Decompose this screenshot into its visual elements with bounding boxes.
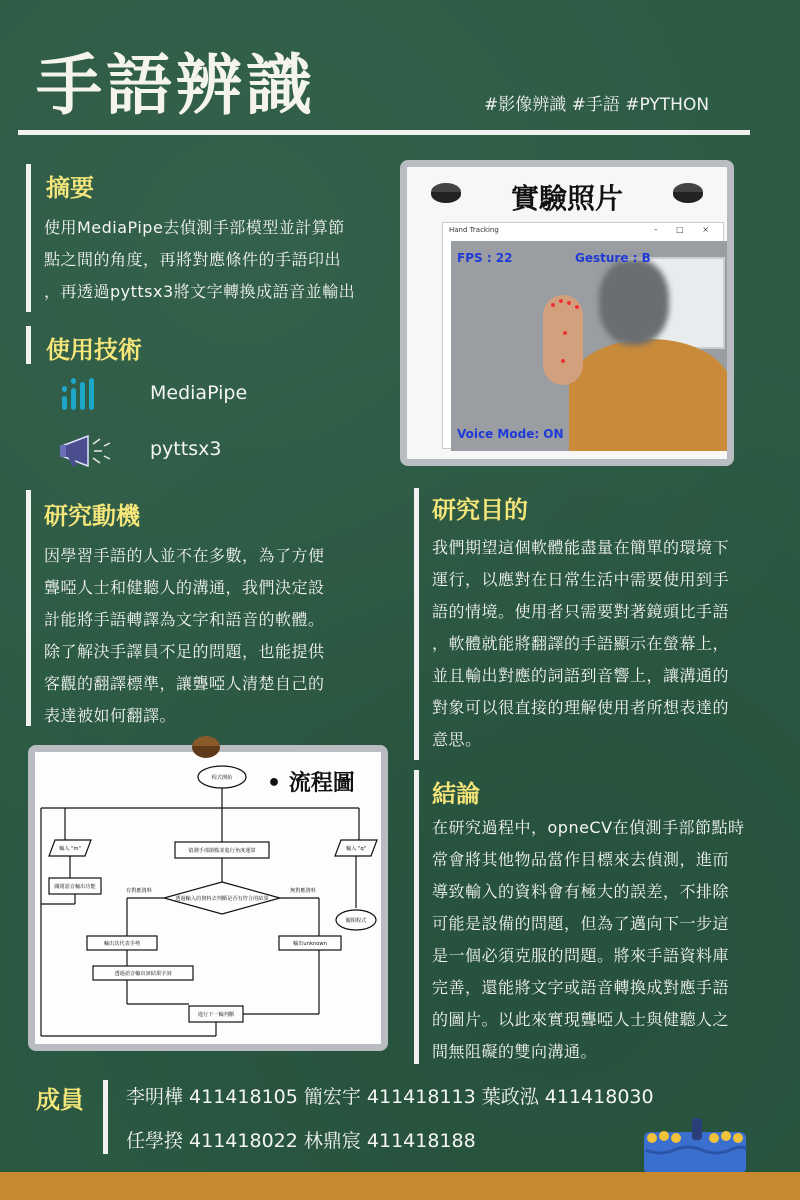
purpose-line: ，軟體就能將翻譯的手語顯示在螢幕上， [432, 634, 730, 653]
window-titlebar [443, 223, 723, 237]
abstract-line: 使用MediaPipe去偵測手部模型並計算節 [44, 218, 345, 237]
flow-node-unknown: 輸出unknown [293, 941, 327, 947]
voice-mode-label: Voice Mode: ON [457, 427, 564, 441]
conclusion-heading: 結論 [432, 780, 480, 808]
conclusion-line: 間無阻礙的雙向溝通。 [432, 1042, 598, 1061]
abstract-line: 點之間的角度，再將對應條件的手語印出 [44, 250, 342, 269]
landmark-dot [575, 305, 579, 309]
abstract-line: ，再透過pyttsx3將文字轉換成語音並輸出 [44, 282, 356, 301]
conclusion-line: 的圖片。以此來實現聾啞人士與健聽人之 [432, 1010, 730, 1029]
flow-node-input-m: 輸入 "m" [59, 846, 81, 852]
abstract-heading: 摘要 [46, 174, 94, 202]
tech-heading: 使用技術 [46, 336, 142, 364]
purpose-section-bar [414, 488, 419, 760]
motivation-line: 除了解決手譯員不足的問題，也能提供 [44, 642, 325, 661]
conclusion-line: 在研究過程中，opneCV在偵測手部節點時 [432, 818, 745, 837]
purpose-line: 我們期望這個軟體能盡量在簡單的環境下 [432, 538, 730, 557]
purpose-line: 對象可以很直接的理解使用者所想表達的 [432, 698, 730, 717]
members-divider [103, 1080, 108, 1154]
flow-node-detect: 偵測手部節點並進行角度運算 [188, 848, 256, 854]
flow-node-exit: 關閉程式 [345, 918, 367, 924]
motivation-line: 因學習手語的人並不在多數，為了方便 [44, 546, 325, 565]
landmark-dot [563, 331, 567, 335]
motivation-line: 表達被如何翻譯。 [44, 706, 177, 725]
megaphone-icon [58, 432, 116, 474]
flow-node-close-voice: 關閉語音輸出功能 [54, 884, 96, 890]
flow-node-next: 進行下一輪判斷 [197, 1012, 235, 1018]
landmark-dot [561, 359, 565, 363]
fps-label: FPS : 22 [457, 251, 513, 265]
members-heading: 成員 [36, 1086, 84, 1114]
purpose-line: 意思。 [432, 730, 482, 749]
camera-feed [451, 241, 727, 451]
hand-tracking-window [442, 222, 724, 449]
experiment-photo-frame [400, 160, 734, 466]
page-title: 手語辨識 [36, 46, 316, 124]
flowchart-title: • 流程圖 [267, 771, 355, 796]
conclusion-line: 完善，還能將文字或語音轉換成對應手語 [432, 978, 730, 997]
abstract-text [44, 212, 355, 308]
tech-label-mediapipe: MediaPipe [150, 382, 248, 404]
members-line-1: 李明樺 411418105 簡宏宇 411418113 葉政泓 411418030 [126, 1086, 654, 1108]
person-body [569, 339, 727, 451]
motivation-section-bar [26, 490, 31, 726]
window-controls: – □ × [653, 225, 717, 234]
flow-label-has-data: 有對應資料 [126, 888, 152, 894]
landmark-dot [551, 303, 555, 307]
flow-node-speak: 透過語音輸出該結果字詞 [114, 971, 172, 977]
title-divider [18, 130, 750, 135]
purpose-line: 運行，以應對在日常生活中需要使用到手 [432, 570, 730, 589]
flowchart-frame [28, 745, 388, 1051]
purpose-text [432, 532, 729, 756]
abstract-section-bar [26, 164, 31, 312]
photo-title: 實驗照片 [510, 182, 623, 215]
members-line-2: 任學揆 411418022 林鼎宸 411418188 [126, 1130, 476, 1152]
hashtag-line: #影像辨識 #手語 #PYTHON [484, 95, 710, 115]
flow-label-no-data: 無對應資料 [290, 888, 316, 894]
conclusion-line: 常會將其他物品當作目標來去偵測，進而 [432, 850, 730, 869]
landmark-dot [567, 301, 571, 305]
flow-node-start: 程式開始 [211, 775, 233, 781]
landmark-dot [559, 299, 563, 303]
motivation-heading: 研究動機 [44, 502, 140, 530]
person-head-blurred [599, 259, 669, 345]
purpose-heading: 研究目的 [432, 496, 528, 524]
flow-node-decision: 透過輸入的資料去判斷是否有符合的結果 [175, 896, 269, 902]
conclusion-text [432, 812, 745, 1068]
purpose-line: 語的情境。使用者只需要對著鏡頭比手語 [432, 602, 730, 621]
motivation-text [44, 540, 325, 732]
conclusion-line: 可能是設備的問題，但為了邁向下一步這 [432, 914, 730, 933]
gesture-label: Gesture : B [575, 251, 651, 265]
cork-pin-icon [192, 736, 220, 758]
purpose-line: 並且輸出對應的詞語到音響上，讓溝通的 [432, 666, 730, 685]
flow-node-input-q: 輸入 "q" [345, 846, 367, 852]
conclusion-section-bar [414, 770, 419, 1064]
flowchart-diagram [35, 752, 381, 1044]
mediapipe-logo-icon [60, 376, 100, 416]
motivation-line: 客觀的翻譯標準，讓聾啞人清楚自己的 [44, 674, 325, 693]
chalk-tray [0, 1172, 800, 1200]
motivation-line: 計能將手語轉譯為文字和語音的軟體。 [44, 610, 325, 629]
tech-label-pyttsx3: pyttsx3 [150, 438, 222, 460]
flow-node-output-sign: 輸出其代表手勢 [103, 941, 141, 947]
conclusion-line: 是一個必須克服的問題。將來手語資料庫 [432, 946, 730, 965]
tech-section-bar [26, 326, 31, 364]
motivation-line: 聾啞人士和健聽人的溝通，我們決定設 [44, 578, 325, 597]
chalk-basket-icon [640, 1118, 750, 1174]
conclusion-line: 導致輸入的資料會有極大的誤差，不排除 [432, 882, 730, 901]
window-title: Hand Tracking [449, 226, 499, 234]
